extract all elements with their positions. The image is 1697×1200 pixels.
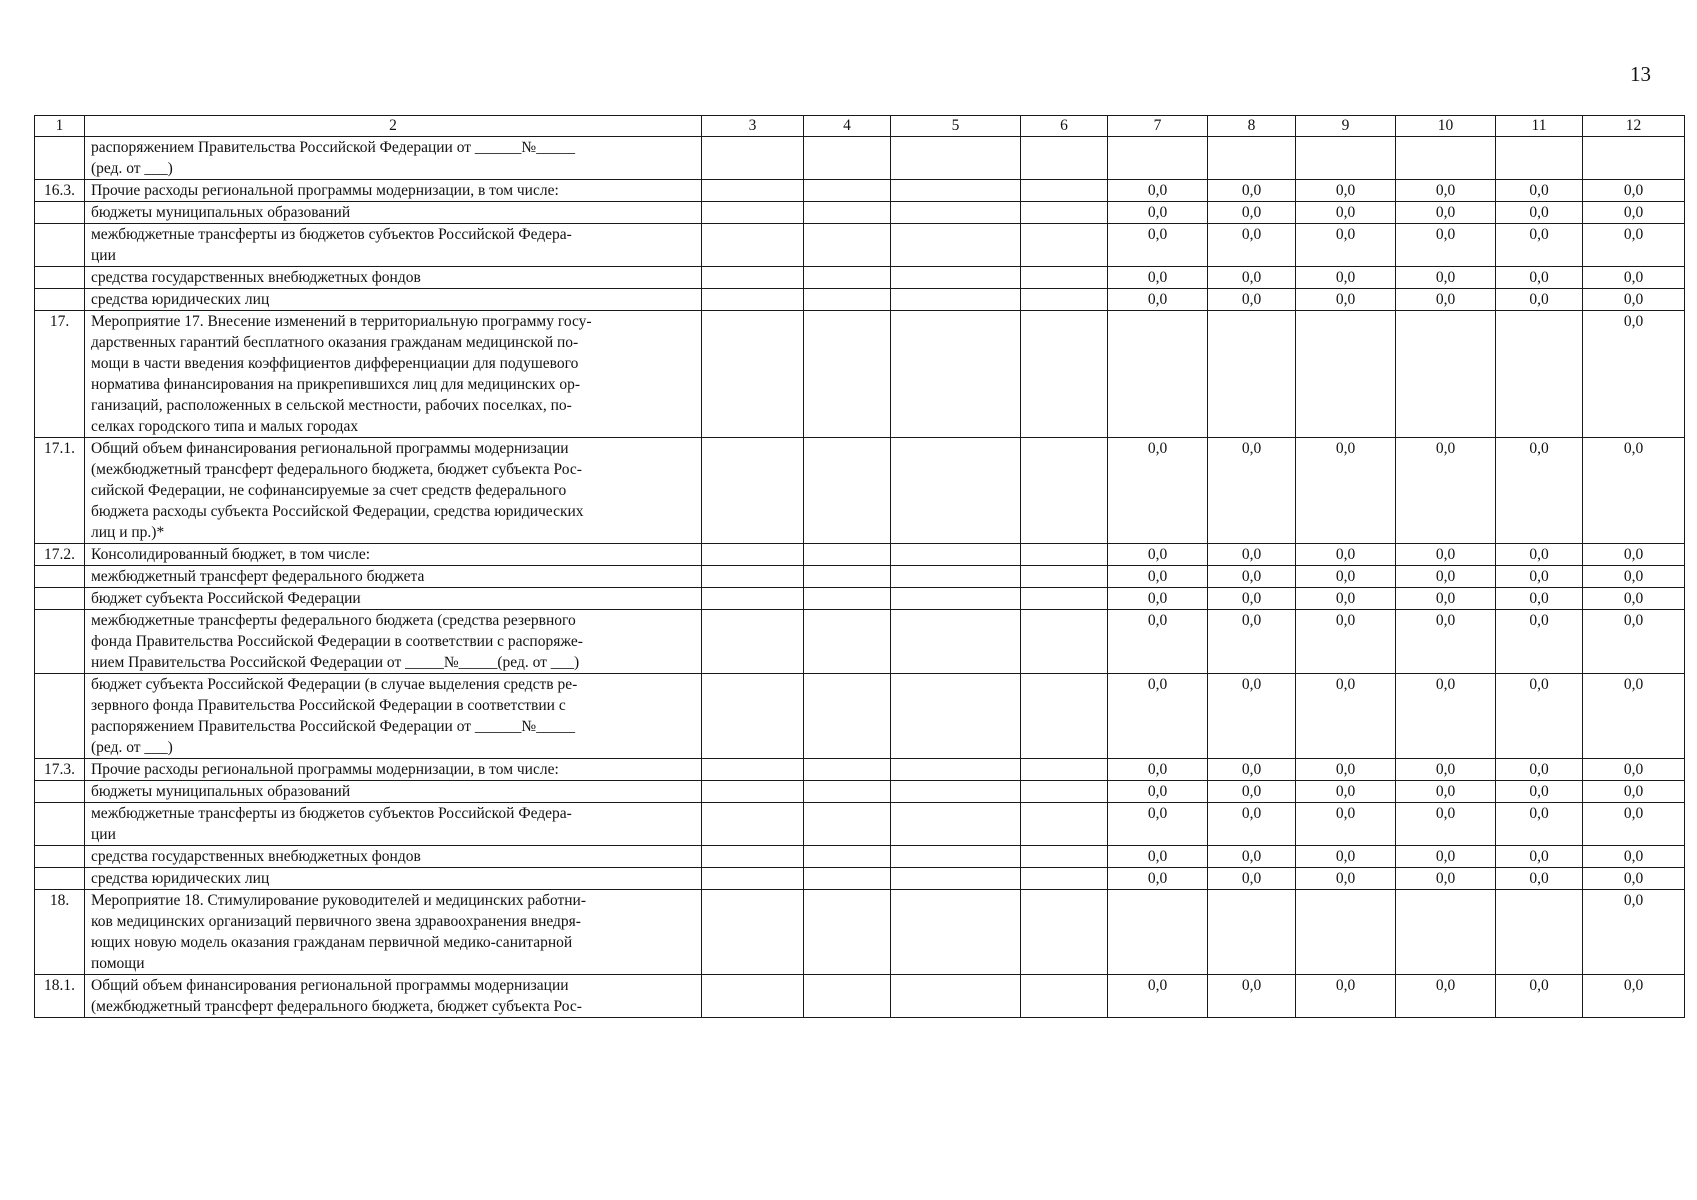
value-cell (1296, 890, 1396, 975)
value-cell: 0,0 (1496, 781, 1583, 803)
value-cell: 0,0 (1396, 759, 1496, 781)
row-description-cell: средства юридических лиц (85, 868, 702, 890)
value-cell: 0,0 (1396, 566, 1496, 588)
value-cell: 0,0 (1396, 267, 1496, 289)
value-cell (891, 224, 1021, 267)
value-cell (1021, 588, 1108, 610)
row-number-cell (35, 610, 85, 674)
value-cell: 0,0 (1208, 544, 1296, 566)
value-cell: 0,0 (1208, 803, 1296, 846)
table-row (35, 566, 1685, 588)
value-cell (804, 438, 891, 544)
table-row (35, 202, 1685, 224)
value-cell (891, 544, 1021, 566)
table-row (35, 544, 1685, 566)
value-cell (804, 890, 891, 975)
value-cell: 0,0 (1583, 224, 1685, 267)
value-cell (891, 890, 1021, 975)
row-description-cell: бюджеты муниципальных образований (85, 202, 702, 224)
row-number-cell: 16.3. (35, 180, 85, 202)
value-cell: 0,0 (1296, 803, 1396, 846)
value-cell (804, 137, 891, 180)
value-cell (1496, 311, 1583, 438)
value-cell: 0,0 (1296, 868, 1396, 890)
value-cell (1021, 610, 1108, 674)
table-body (35, 116, 1685, 1018)
value-cell: 0,0 (1208, 588, 1296, 610)
value-cell: 0,0 (1396, 975, 1496, 1018)
value-cell: 0,0 (1296, 544, 1396, 566)
value-cell (702, 566, 804, 588)
row-number-cell (35, 674, 85, 759)
value-cell (1208, 890, 1296, 975)
column-header: 12 (1583, 116, 1685, 137)
value-cell (1108, 137, 1208, 180)
value-cell (1396, 311, 1496, 438)
value-cell: 0,0 (1208, 224, 1296, 267)
value-cell (1208, 137, 1296, 180)
row-description-cell: Прочие расходы региональной программы модернизации, в том числе: (85, 759, 702, 781)
value-cell: 0,0 (1108, 224, 1208, 267)
row-description-cell: Прочие расходы региональной программы модернизации, в том числе: (85, 180, 702, 202)
column-header-row (35, 116, 1685, 137)
value-cell (702, 289, 804, 311)
value-cell: 0,0 (1108, 544, 1208, 566)
value-cell (1583, 137, 1685, 180)
row-description-cell: средства государственных внебюджетных фондов (85, 846, 702, 868)
value-cell: 0,0 (1108, 759, 1208, 781)
row-description-cell: Консолидированный бюджет, в том числе: (85, 544, 702, 566)
value-cell (1021, 566, 1108, 588)
table-row (35, 803, 1685, 846)
value-cell: 0,0 (1496, 224, 1583, 267)
value-cell: 0,0 (1208, 759, 1296, 781)
table-row (35, 588, 1685, 610)
value-cell: 0,0 (1583, 759, 1685, 781)
value-cell (1108, 311, 1208, 438)
row-number-cell (35, 846, 85, 868)
row-description-cell: бюджет субъекта Российской Федерации (в случае выделения средств ре- зервного фонда Правительства Российской Федерации в соответствии с распоряжением Правительства Российской Федерации от ______№_____ (ред. от ___) (85, 674, 702, 759)
value-cell: 0,0 (1296, 566, 1396, 588)
value-cell (804, 759, 891, 781)
value-cell: 0,0 (1108, 202, 1208, 224)
value-cell: 0,0 (1583, 438, 1685, 544)
value-cell: 0,0 (1583, 868, 1685, 890)
column-header: 11 (1496, 116, 1583, 137)
value-cell: 0,0 (1583, 846, 1685, 868)
value-cell: 0,0 (1583, 674, 1685, 759)
value-cell (1021, 202, 1108, 224)
row-number-cell: 17. (35, 311, 85, 438)
row-number-cell: 17.3. (35, 759, 85, 781)
value-cell: 0,0 (1396, 674, 1496, 759)
row-description-cell: межбюджетный трансферт федерального бюджета (85, 566, 702, 588)
value-cell: 0,0 (1208, 674, 1296, 759)
value-cell: 0,0 (1583, 781, 1685, 803)
column-header: 10 (1396, 116, 1496, 137)
value-cell: 0,0 (1296, 224, 1396, 267)
value-cell: 0,0 (1296, 267, 1396, 289)
value-cell (804, 202, 891, 224)
value-cell (891, 202, 1021, 224)
row-number-cell (35, 202, 85, 224)
row-number-cell: 18. (35, 890, 85, 975)
value-cell (804, 566, 891, 588)
value-cell: 0,0 (1496, 588, 1583, 610)
table-row (35, 180, 1685, 202)
value-cell: 0,0 (1396, 289, 1496, 311)
value-cell (1296, 311, 1396, 438)
row-description-cell: бюджеты муниципальных образований (85, 781, 702, 803)
row-number-cell (35, 781, 85, 803)
value-cell (702, 610, 804, 674)
value-cell: 0,0 (1396, 588, 1496, 610)
value-cell (1021, 137, 1108, 180)
row-description-cell: межбюджетные трансферты из бюджетов субъектов Российской Федера- ции (85, 224, 702, 267)
value-cell: 0,0 (1108, 975, 1208, 1018)
value-cell: 0,0 (1496, 202, 1583, 224)
value-cell: 0,0 (1208, 289, 1296, 311)
row-description-cell: межбюджетные трансферты из бюджетов субъектов Российской Федера- ции (85, 803, 702, 846)
value-cell (891, 674, 1021, 759)
value-cell (891, 289, 1021, 311)
column-header: 1 (35, 116, 85, 137)
value-cell (1021, 674, 1108, 759)
value-cell: 0,0 (1583, 975, 1685, 1018)
value-cell (891, 588, 1021, 610)
value-cell: 0,0 (1296, 202, 1396, 224)
column-header: 7 (1108, 116, 1208, 137)
value-cell: 0,0 (1296, 759, 1396, 781)
page-number: 13 (1630, 62, 1651, 86)
value-cell: 0,0 (1396, 846, 1496, 868)
value-cell (891, 180, 1021, 202)
value-cell (804, 781, 891, 803)
row-description-cell: Мероприятие 17. Внесение изменений в территориальную программу госу- дарственных гарантий бесплатного оказания гражданам медицинской по- мощи в части введения коэффициентов дифференциации для подушевого норматива финансирования на прикрепившихся лиц для медицинских ор- ганизаций, расположенных в сельской местности, рабочих поселках, по- селках городского типа и малых городах (85, 311, 702, 438)
value-cell (702, 674, 804, 759)
value-cell (702, 137, 804, 180)
value-cell: 0,0 (1496, 803, 1583, 846)
value-cell: 0,0 (1208, 180, 1296, 202)
row-description-cell: Общий объем финансирования региональной программы модернизации (межбюджетный трансферт федерального бюджета, бюджет субъекта Рос- (85, 975, 702, 1018)
value-cell (804, 289, 891, 311)
value-cell: 0,0 (1583, 289, 1685, 311)
value-cell: 0,0 (1108, 566, 1208, 588)
row-description-cell: средства государственных внебюджетных фондов (85, 267, 702, 289)
value-cell: 0,0 (1496, 846, 1583, 868)
value-cell: 0,0 (1583, 202, 1685, 224)
value-cell: 0,0 (1496, 566, 1583, 588)
value-cell: 0,0 (1496, 975, 1583, 1018)
value-cell (1496, 890, 1583, 975)
value-cell (804, 975, 891, 1018)
row-number-cell (35, 224, 85, 267)
value-cell: 0,0 (1108, 180, 1208, 202)
value-cell: 0,0 (1583, 610, 1685, 674)
value-cell (702, 311, 804, 438)
row-description-cell: средства юридических лиц (85, 289, 702, 311)
value-cell: 0,0 (1496, 759, 1583, 781)
row-number-cell (35, 868, 85, 890)
value-cell (702, 846, 804, 868)
table-row (35, 975, 1685, 1018)
value-cell: 0,0 (1396, 438, 1496, 544)
value-cell (891, 438, 1021, 544)
value-cell: 0,0 (1583, 566, 1685, 588)
value-cell (1296, 137, 1396, 180)
value-cell (804, 311, 891, 438)
value-cell: 0,0 (1108, 846, 1208, 868)
value-cell: 0,0 (1208, 610, 1296, 674)
value-cell: 0,0 (1208, 202, 1296, 224)
row-number-cell (35, 566, 85, 588)
value-cell: 0,0 (1396, 202, 1496, 224)
row-number-cell: 17.1. (35, 438, 85, 544)
value-cell (1021, 180, 1108, 202)
value-cell: 0,0 (1208, 438, 1296, 544)
value-cell: 0,0 (1583, 803, 1685, 846)
value-cell: 0,0 (1208, 846, 1296, 868)
value-cell (702, 868, 804, 890)
table-row (35, 781, 1685, 803)
value-cell: 0,0 (1496, 438, 1583, 544)
value-cell (702, 544, 804, 566)
value-cell (1021, 803, 1108, 846)
value-cell: 0,0 (1583, 180, 1685, 202)
value-cell: 0,0 (1583, 544, 1685, 566)
value-cell (891, 846, 1021, 868)
value-cell: 0,0 (1208, 267, 1296, 289)
value-cell: 0,0 (1108, 674, 1208, 759)
column-header: 8 (1208, 116, 1296, 137)
value-cell: 0,0 (1108, 803, 1208, 846)
value-cell (702, 975, 804, 1018)
value-cell: 0,0 (1396, 868, 1496, 890)
value-cell (1021, 224, 1108, 267)
table-row (35, 224, 1685, 267)
value-cell: 0,0 (1208, 781, 1296, 803)
row-number-cell: 18.1. (35, 975, 85, 1018)
value-cell (1021, 311, 1108, 438)
table-row (35, 890, 1685, 975)
value-cell (1021, 267, 1108, 289)
column-header: 6 (1021, 116, 1108, 137)
value-cell (1021, 975, 1108, 1018)
value-cell: 0,0 (1583, 267, 1685, 289)
row-number-cell (35, 289, 85, 311)
value-cell: 0,0 (1496, 674, 1583, 759)
value-cell: 0,0 (1108, 781, 1208, 803)
value-cell: 0,0 (1496, 544, 1583, 566)
value-cell: 0,0 (1396, 180, 1496, 202)
row-number-cell (35, 267, 85, 289)
value-cell: 0,0 (1108, 588, 1208, 610)
value-cell: 0,0 (1496, 267, 1583, 289)
table-row (35, 137, 1685, 180)
value-cell (891, 803, 1021, 846)
value-cell: 0,0 (1396, 781, 1496, 803)
value-cell: 0,0 (1583, 588, 1685, 610)
value-cell: 0,0 (1296, 846, 1396, 868)
value-cell (891, 975, 1021, 1018)
value-cell (702, 438, 804, 544)
value-cell (1496, 137, 1583, 180)
financing-table (34, 115, 1685, 1018)
value-cell (702, 224, 804, 267)
value-cell (891, 311, 1021, 438)
value-cell (1108, 890, 1208, 975)
table-row (35, 868, 1685, 890)
value-cell (804, 180, 891, 202)
table-row (35, 311, 1685, 438)
value-cell (804, 868, 891, 890)
table-row (35, 438, 1685, 544)
row-description-cell: бюджет субъекта Российской Федерации (85, 588, 702, 610)
table-row (35, 610, 1685, 674)
value-cell (1021, 890, 1108, 975)
value-cell: 0,0 (1296, 289, 1396, 311)
value-cell (1396, 890, 1496, 975)
value-cell: 0,0 (1296, 781, 1396, 803)
value-cell (702, 202, 804, 224)
value-cell (702, 803, 804, 846)
table-row (35, 846, 1685, 868)
value-cell (1021, 759, 1108, 781)
value-cell (1208, 311, 1296, 438)
row-description-cell: Общий объем финансирования региональной программы модернизации (межбюджетный трансферт федерального бюджета, бюджет субъекта Рос- сийской Федерации, не софинансируемые за счет средств федерального бюджета расходы субъекта Российской Федерации, средства юридических лиц и пр.)* (85, 438, 702, 544)
value-cell (702, 781, 804, 803)
column-header: 3 (702, 116, 804, 137)
value-cell (1021, 544, 1108, 566)
value-cell (702, 588, 804, 610)
value-cell (804, 588, 891, 610)
row-number-cell (35, 588, 85, 610)
value-cell (1021, 438, 1108, 544)
table-row (35, 674, 1685, 759)
value-cell (804, 803, 891, 846)
value-cell (891, 759, 1021, 781)
value-cell: 0,0 (1208, 566, 1296, 588)
value-cell (804, 544, 891, 566)
value-cell: 0,0 (1396, 544, 1496, 566)
value-cell (702, 890, 804, 975)
value-cell (702, 759, 804, 781)
column-header: 9 (1296, 116, 1396, 137)
value-cell: 0,0 (1108, 438, 1208, 544)
row-number-cell: 17.2. (35, 544, 85, 566)
row-description-cell: распоряжением Правительства Российской Федерации от ______№_____ (ред. от ___) (85, 137, 702, 180)
value-cell: 0,0 (1496, 610, 1583, 674)
value-cell (891, 868, 1021, 890)
row-description-cell: Мероприятие 18. Стимулирование руководителей и медицинских работни- ков медицинских организаций первичного звена здравоохранения внедря- ющих новую модель оказания гражданам первичной медико-санитарной помощи (85, 890, 702, 975)
value-cell (804, 846, 891, 868)
row-description-cell: межбюджетные трансферты федерального бюджета (средства резервного фонда Правительства Российской Федерации в соответствии с распоряже- нием Правительства Российской Федерации от _____№_____(ред. от ___) (85, 610, 702, 674)
value-cell (891, 781, 1021, 803)
value-cell (804, 674, 891, 759)
value-cell: 0,0 (1296, 975, 1396, 1018)
value-cell (1021, 846, 1108, 868)
value-cell: 0,0 (1396, 224, 1496, 267)
column-header: 4 (804, 116, 891, 137)
row-number-cell (35, 137, 85, 180)
value-cell: 0,0 (1296, 588, 1396, 610)
row-number-cell (35, 803, 85, 846)
value-cell (702, 267, 804, 289)
value-cell (891, 566, 1021, 588)
value-cell (1021, 289, 1108, 311)
value-cell (1396, 137, 1496, 180)
value-cell: 0,0 (1108, 289, 1208, 311)
table-row (35, 759, 1685, 781)
value-cell: 0,0 (1108, 610, 1208, 674)
value-cell: 0,0 (1296, 180, 1396, 202)
column-header: 5 (891, 116, 1021, 137)
value-cell: 0,0 (1296, 610, 1396, 674)
table-row (35, 267, 1685, 289)
value-cell: 0,0 (1108, 868, 1208, 890)
value-cell (804, 224, 891, 267)
value-cell (804, 610, 891, 674)
value-cell: 0,0 (1496, 289, 1583, 311)
value-cell: 0,0 (1208, 868, 1296, 890)
value-cell: 0,0 (1296, 674, 1396, 759)
value-cell: 0,0 (1583, 311, 1685, 438)
table-row (35, 289, 1685, 311)
value-cell: 0,0 (1396, 610, 1496, 674)
value-cell (891, 267, 1021, 289)
value-cell (702, 180, 804, 202)
value-cell (891, 610, 1021, 674)
value-cell: 0,0 (1296, 438, 1396, 544)
value-cell (1021, 868, 1108, 890)
value-cell: 0,0 (1496, 180, 1583, 202)
value-cell: 0,0 (1396, 803, 1496, 846)
value-cell: 0,0 (1583, 890, 1685, 975)
value-cell: 0,0 (1108, 267, 1208, 289)
value-cell (804, 267, 891, 289)
value-cell (1021, 781, 1108, 803)
value-cell (891, 137, 1021, 180)
column-header: 2 (85, 116, 702, 137)
value-cell: 0,0 (1208, 975, 1296, 1018)
value-cell: 0,0 (1496, 868, 1583, 890)
